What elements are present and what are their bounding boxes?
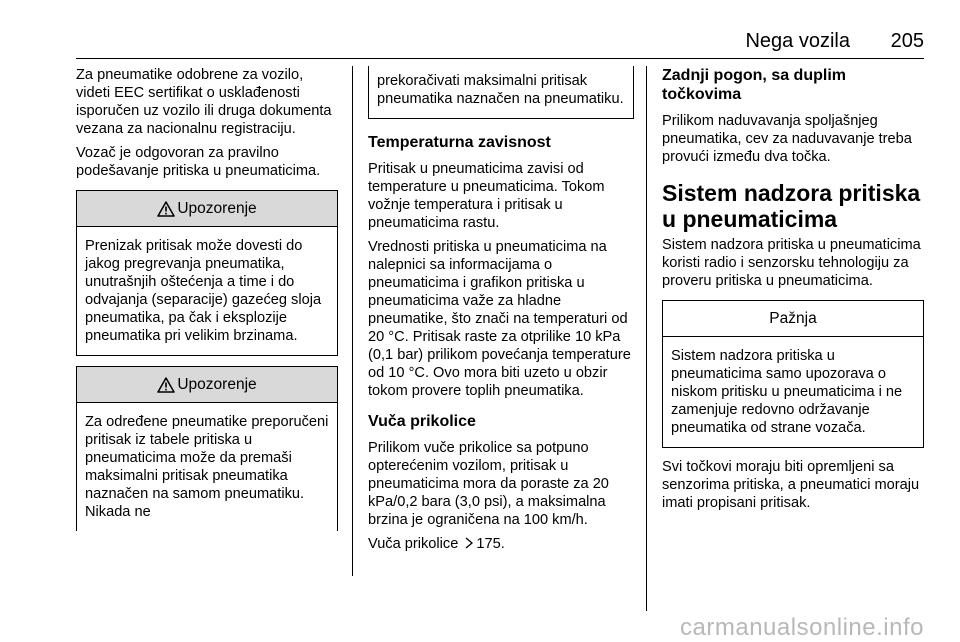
column-2 xyxy=(368,66,634,559)
page-header xyxy=(0,22,960,62)
warning-text: Za određene pneumatike preporučeni pritisak iz tabele pritiska u pneumaticima može da premaši maksimalni pritisak pneumatika naznačen na samom pneumatiku. Nikada ne xyxy=(85,414,329,520)
header-rule xyxy=(76,58,924,59)
warning-text: Prenizak pritisak može dovesti do jakog pregrevanja pneumatika, unutrašnjih oštećenja a time i do odvajanja (separacije) gazećeg sloja pneumatika, pa čak i eksplozije pneumatika pri velikim brzinama. xyxy=(85,238,322,344)
notice-text: Sistem nadzora pritiska u pneumaticima samo upozorava o niskom pritisku u pneumaticima i ne zamenjuje redovno održavanje pneumatika od strane vozača. xyxy=(671,348,903,436)
paragraph-tpms-1: Sistem nadzora pritiska u pneumaticima koristi radio i senzorsku tehnologiju za proveru pritiska u pneumaticima. xyxy=(662,237,921,289)
paragraph-tpms-2: Svi točkovi moraju biti opremljeni sa senzorima pritiska, a pneumatici moraju imati propisani pritisak. xyxy=(662,459,920,511)
trailer-reference-page: 175. xyxy=(476,536,505,552)
trailer-reference-label: Vuča prikolice xyxy=(368,536,459,552)
paragraph-trailer-1: Prilikom vuče prikolice sa potpuno opterećenim vozilom, pritisak u pneumaticima mora da poraste za 20 kPa/0,2 bara (3,0 psi), a maksimalna brzina je ograničena na 100 km/h. xyxy=(368,440,609,528)
paragraph-driver-responsibility: Vozač je odgovoran za pravilno podešavanje pritiska u pneumaticima. xyxy=(76,145,321,179)
warning-triangle-icon xyxy=(157,377,175,393)
heading-temperature-dependence: Temperaturna zavisnost xyxy=(368,134,551,151)
warning-box-header xyxy=(77,191,337,227)
page-number: 205 xyxy=(890,30,924,52)
warning-title: Upozorenje xyxy=(177,375,257,393)
page-reference-arrow-icon xyxy=(464,537,474,549)
section-title: Nega vozila xyxy=(745,30,850,52)
watermark: carmanualsonline.info xyxy=(680,614,924,641)
warning-box-low-pressure xyxy=(76,190,338,356)
heading-rear-drive-dual-wheels: Zadnji pogon, sa duplim točkovima xyxy=(662,67,846,103)
paragraph-rear-drive: Prilikom naduvavanja spoljašnjeg pneumatika, cev za naduvavanje treba provući između dva točka. xyxy=(662,113,912,165)
warning-continued-text: prekoračivati maksimalni pritisak pneumatika naznačen na pneumatiku. xyxy=(377,73,624,107)
warning-title: Upozorenje xyxy=(177,199,257,217)
heading-trailer-towing: Vuča prikolice xyxy=(368,413,476,430)
warning-triangle-icon xyxy=(157,201,175,217)
notice-box-header xyxy=(663,301,923,337)
warning-box-continued xyxy=(368,66,634,119)
column-divider-1 xyxy=(352,66,353,576)
column-3 xyxy=(662,66,924,518)
column-divider-2 xyxy=(646,66,647,611)
warning-box-header xyxy=(77,367,337,403)
paragraph-temperature-2: Vrednosti pritiska u pneumaticima na nalepnici sa informacijama o pneumaticima i grafikon pritiska u pneumaticima važe za hladne pneumatike, što znači na temperaturi od 20 °C. Pritisak raste za otprilike 10 kPa (0,1 bar) prilikom povećanja temperature od 10 °C. Ovo mora biti uzeto u obzir tokom provere toplih pneumatika. xyxy=(368,239,631,399)
notice-title: Pažnja xyxy=(769,309,817,327)
heading-tpms: Sistem nadzora pritiska u pneumaticima xyxy=(662,180,921,232)
paragraph-eec-certificate: Za pneumatike odobrene za vozilo, videti EEC sertifikat o usklađenosti isporučen uz vozilo ili druga dokumenta vezana za nacionalnu registraciju. xyxy=(76,67,332,137)
paragraph-temperature-1: Pritisak u pneumaticima zavisi od temperature u pneumaticima. Tokom vožnje temperatura i pritisak u pneumaticima rastu. xyxy=(368,161,605,231)
column-1 xyxy=(76,66,338,531)
warning-box-max-pressure xyxy=(76,366,338,531)
trailer-reference xyxy=(368,535,634,553)
notice-box xyxy=(662,300,924,448)
